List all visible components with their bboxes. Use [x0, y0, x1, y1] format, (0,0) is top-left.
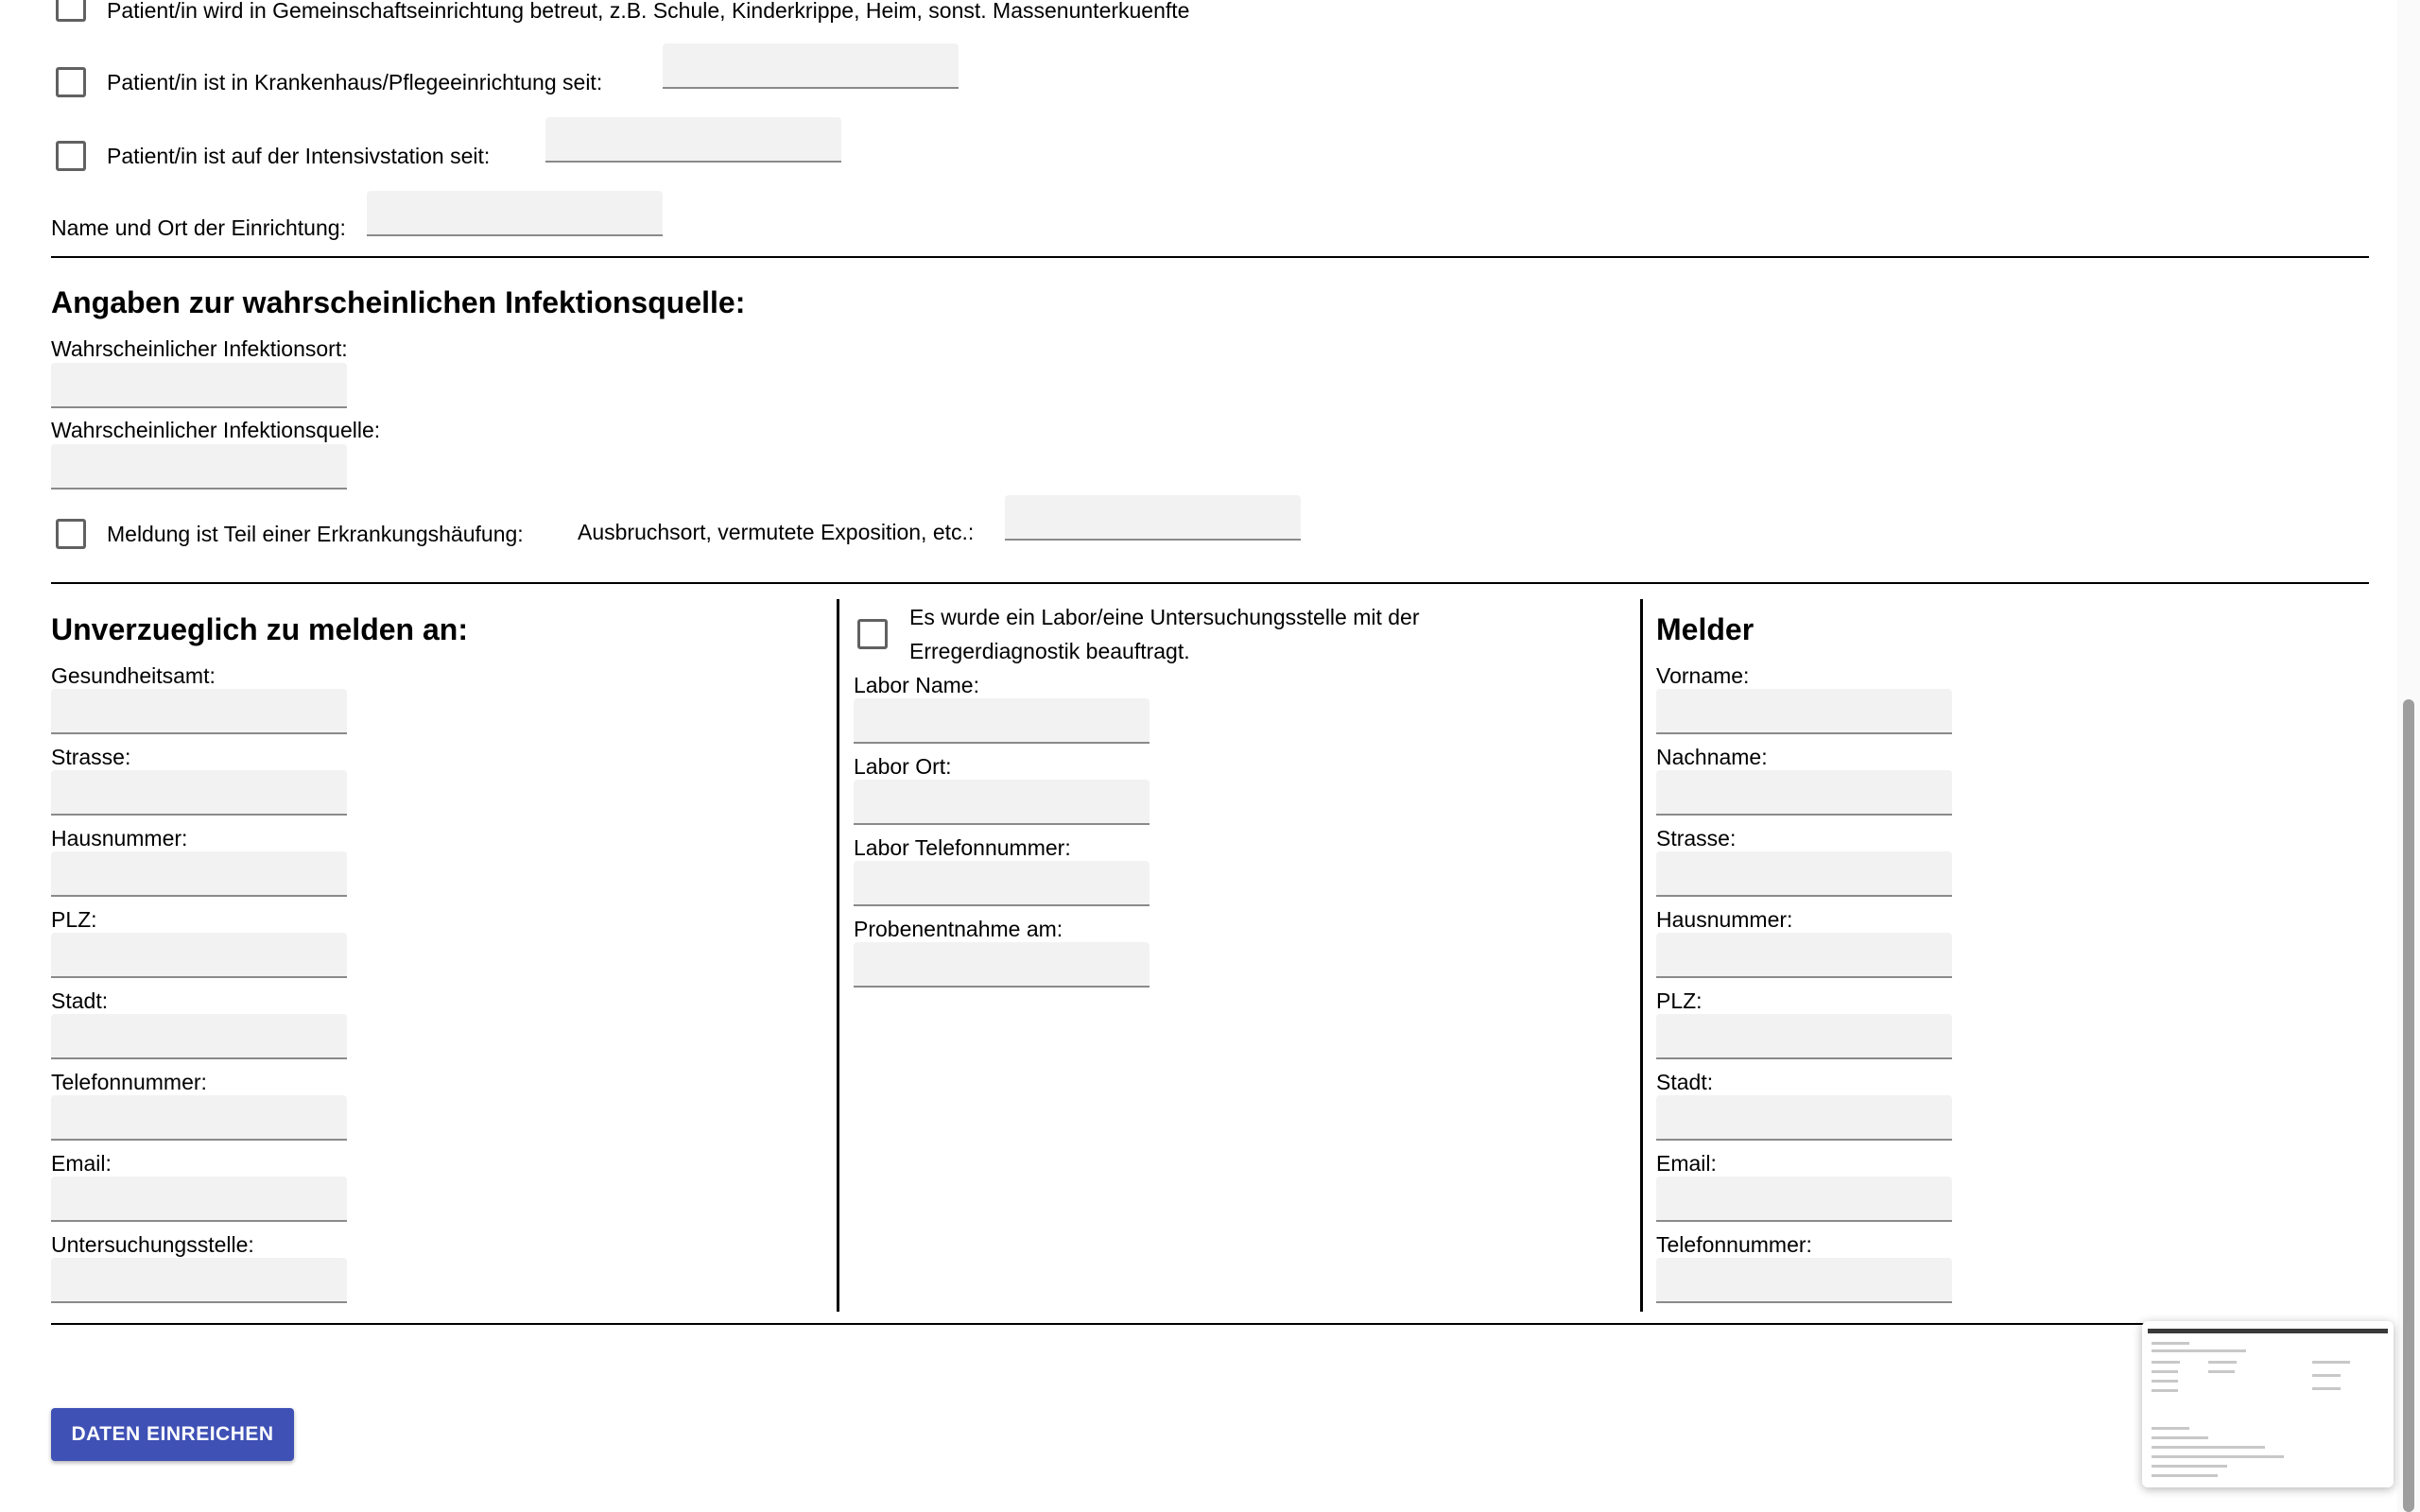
melden-an-heading: Unverzueglich zu melden an: [51, 612, 468, 646]
melder-heading: Melder [1656, 612, 1754, 646]
labor-telefon-input[interactable] [854, 861, 1150, 906]
infektionsort-input[interactable] [51, 363, 347, 408]
labor-telefon-label: Labor Telefonnummer: [854, 835, 1071, 860]
thumbnail-line [2152, 1361, 2180, 1364]
thumbnail-line [2312, 1361, 2350, 1364]
gesundheitsamt-input[interactable] [51, 689, 347, 734]
thumbnail-line [2152, 1446, 2265, 1449]
melder-telefon-input[interactable] [1656, 1258, 1952, 1303]
thumbnail-line [2208, 1361, 2237, 1364]
melder-email-label: Email: [1656, 1151, 1717, 1176]
strasse-label: Strasse: [51, 745, 131, 769]
melder-plz-label: PLZ: [1656, 988, 1703, 1013]
email-input[interactable] [51, 1177, 347, 1222]
thumbnail-line [2152, 1389, 2178, 1392]
labor-beauftragt-label-line1: Es wurde ein Labor/eine Untersuchungsstelle mit der [909, 605, 1420, 629]
melder-nachname-label: Nachname: [1656, 745, 1768, 769]
strasse-input[interactable] [51, 770, 347, 816]
melder-hausnummer-input[interactable] [1656, 933, 1952, 978]
thumbnail-line [2208, 1370, 2235, 1373]
thumbnail-header-bar [2148, 1329, 2388, 1333]
labor-beauftragt-label-line2: Erregerdiagnostik beauftragt. [909, 639, 1190, 663]
melder-strasse-label: Strasse: [1656, 826, 1737, 850]
melder-nachname-input[interactable] [1656, 770, 1952, 816]
column-divider [837, 599, 839, 1312]
telefonnummer-input[interactable] [51, 1095, 347, 1141]
melder-strasse-input[interactable] [1656, 851, 1952, 897]
thumbnail-line [2152, 1349, 2246, 1352]
infektionsquelle-input[interactable] [51, 444, 347, 490]
thumbnail-line [2152, 1474, 2218, 1477]
stadt-input[interactable] [51, 1014, 347, 1059]
probenentnahme-input[interactable] [854, 942, 1150, 988]
untersuchungsstelle-label: Untersuchungsstelle: [51, 1232, 254, 1257]
stadt-label: Stadt: [51, 988, 109, 1013]
melder-telefon-label: Telefonnummer: [1656, 1232, 1812, 1257]
screenshot-thumbnail[interactable] [2142, 1321, 2394, 1487]
labor-name-label: Labor Name: [854, 673, 979, 697]
melder-stadt-label: Stadt: [1656, 1070, 1714, 1094]
submit-button[interactable]: DATEN EINREICHEN [51, 1408, 294, 1461]
telefonnummer-label: Telefonnummer: [51, 1070, 207, 1094]
gemeinschaft-checkbox[interactable] [56, 0, 86, 22]
thumbnail-line [2312, 1387, 2341, 1390]
probenentnahme-label: Probenentnahme am: [854, 917, 1063, 941]
intensiv-label: Patient/in ist auf der Intensivstation seit: [107, 144, 491, 168]
krankenhaus-checkbox[interactable] [56, 67, 86, 97]
melder-plz-input[interactable] [1656, 1014, 1952, 1059]
thumbnail-line [2152, 1370, 2178, 1373]
gemeinschaft-label: Patient/in wird in Gemeinschaftseinrichtung betreut, z.B. Schule, Kinderkrippe, Heim, sonst. Massenunterkuenfte [107, 0, 1190, 23]
untersuchungsstelle-input[interactable] [51, 1258, 347, 1303]
thumbnail-line [2152, 1427, 2189, 1430]
krankenhaus-label: Patient/in ist in Krankenhaus/Pflegeeinrichtung seit: [107, 70, 603, 94]
intensiv-seit-input[interactable] [545, 117, 841, 163]
thumbnail-line [2152, 1342, 2189, 1345]
ausbruch-label: Ausbruchsort, vermutete Exposition, etc.: [578, 520, 975, 544]
melder-email-input[interactable] [1656, 1177, 1952, 1222]
infektionsquelle-heading: Angaben zur wahrscheinlichen Infektionsquelle: [51, 285, 746, 319]
plz-input[interactable] [51, 933, 347, 978]
labor-name-input[interactable] [854, 698, 1150, 744]
krankenhaus-seit-input[interactable] [663, 43, 959, 89]
melder-vorname-label: Vorname: [1656, 663, 1750, 688]
section-divider [51, 256, 2369, 258]
labor-ort-input[interactable] [854, 780, 1150, 825]
labor-ort-label: Labor Ort: [854, 754, 952, 779]
section-divider [51, 582, 2369, 584]
thumbnail-line [2152, 1380, 2178, 1383]
ausbruch-input[interactable] [1005, 495, 1301, 541]
einrichtung-label: Name und Ort der Einrichtung: [51, 215, 346, 240]
haeufung-label: Meldung ist Teil einer Erkrankungshäufung: [107, 522, 524, 546]
hausnummer-label: Hausnummer: [51, 826, 188, 850]
thumbnail-line [2152, 1436, 2208, 1439]
labor-beauftragt-checkbox[interactable] [857, 619, 888, 649]
scrollbar-thumb[interactable] [2403, 699, 2414, 1512]
melder-stadt-input[interactable] [1656, 1095, 1952, 1141]
section-divider [51, 1323, 2369, 1325]
haeufung-checkbox[interactable] [56, 519, 86, 549]
thumbnail-line [2312, 1374, 2341, 1377]
plz-label: PLZ: [51, 907, 97, 932]
hausnummer-input[interactable] [51, 851, 347, 897]
column-divider [1640, 599, 1643, 1312]
melder-vorname-input[interactable] [1656, 689, 1952, 734]
melder-hausnummer-label: Hausnummer: [1656, 907, 1793, 932]
intensiv-checkbox[interactable] [56, 141, 86, 171]
thumbnail-line [2152, 1455, 2284, 1458]
thumbnail-line [2152, 1465, 2227, 1468]
gesundheitsamt-label: Gesundheitsamt: [51, 663, 216, 688]
einrichtung-input[interactable] [367, 191, 663, 236]
infektionsort-label: Wahrscheinlicher Infektionsort: [51, 336, 348, 361]
email-label: Email: [51, 1151, 112, 1176]
infektionsquelle-label: Wahrscheinlicher Infektionsquelle: [51, 418, 381, 442]
